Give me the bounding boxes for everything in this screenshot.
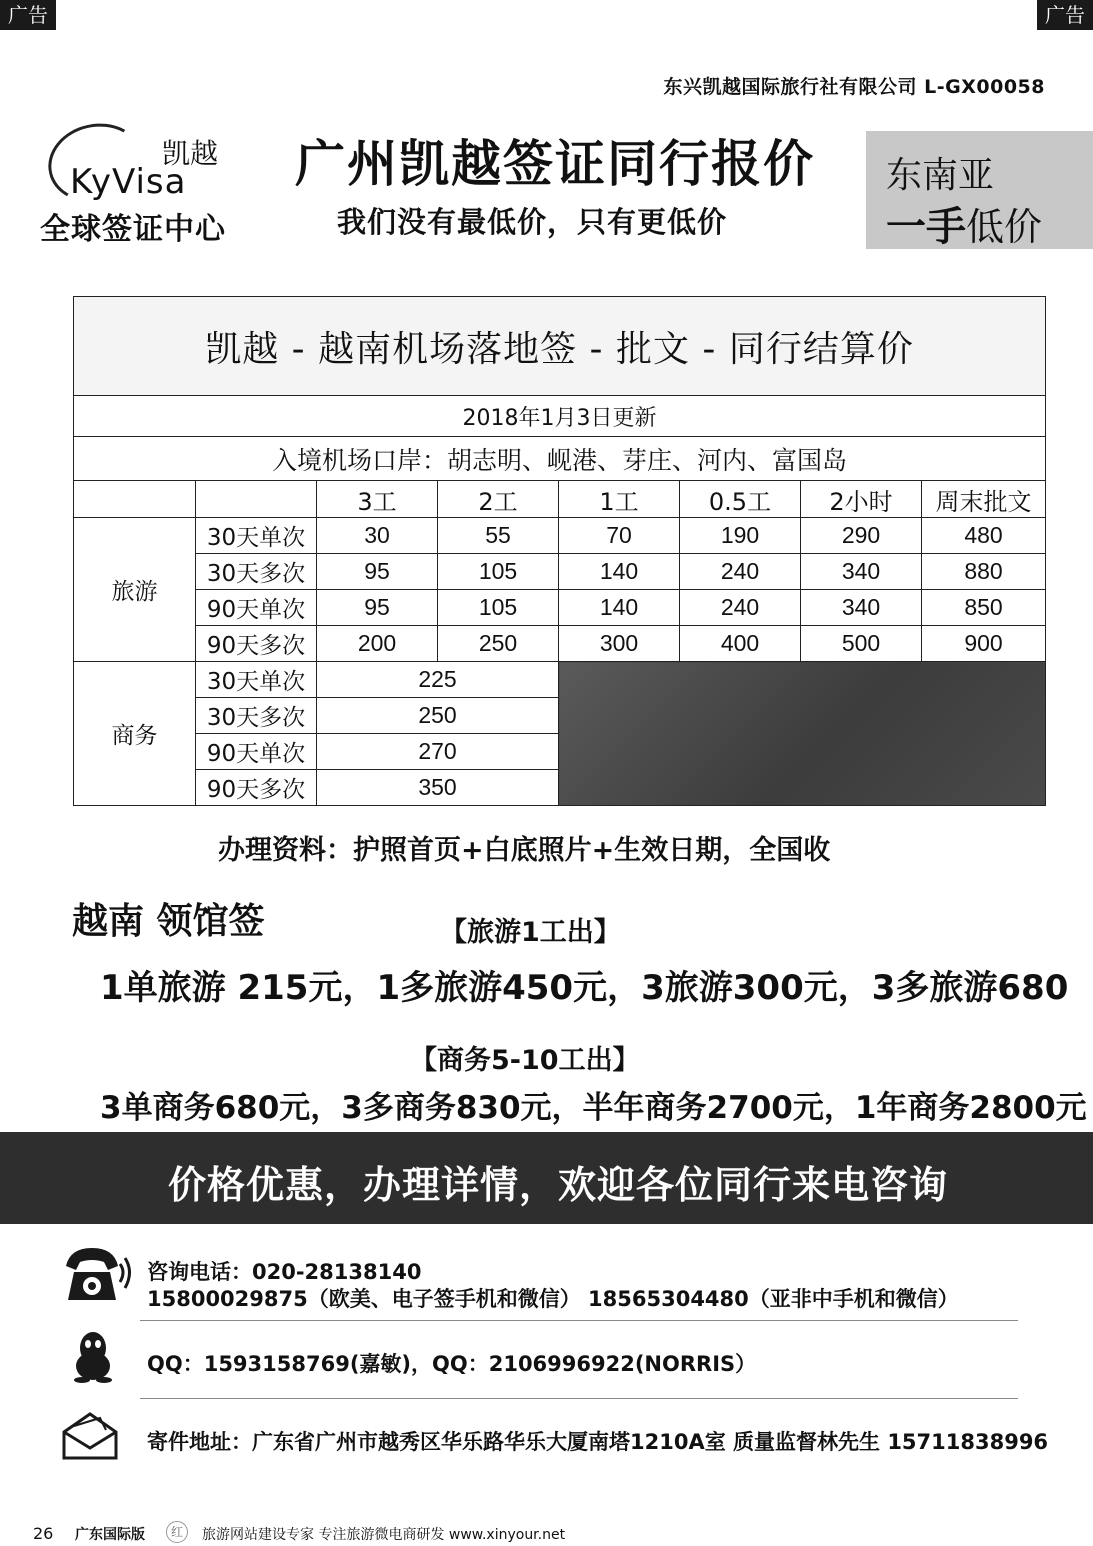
ad-label-left: 广告 [0,0,56,30]
row-label: 90天单次 [196,590,317,626]
page-number: 26 [33,1524,54,1543]
price-cell: 900 [922,626,1046,662]
column-header: 0.5工 [680,481,801,518]
column-header: 周末批文 [922,481,1046,518]
row-label: 90天多次 [196,626,317,662]
consulate-visa-title: 越南 领馆签 [72,901,265,942]
logo-subtitle: 全球签证中心 [40,212,226,247]
price-cell: 850 [922,590,1046,626]
divider [140,1398,1018,1399]
row-label: 30天多次 [196,554,317,590]
edition-seal: 红 [166,1521,188,1543]
kyvisa-logo [40,118,270,247]
price-cell: 250 [438,626,559,662]
price-cell: 290 [801,518,922,554]
price-table [73,296,1046,806]
low-price-bold: 一手 [886,204,966,250]
price-cell: 500 [801,626,922,662]
low-price-rest: 低价 [966,205,1043,249]
column-header: 2小时 [801,481,922,518]
page-title: 广州凯越签证同行报价 [295,135,815,193]
region-box [866,131,1093,249]
price-cell: 105 [438,554,559,590]
row-label: 90天单次 [196,734,317,770]
price-cell: 200 [317,626,438,662]
row-label: 30天多次 [196,698,317,734]
required-materials: 办理资料：护照首页+白底照片+生效日期，全国收 [218,835,831,866]
price-cell: 240 [680,554,801,590]
price-cell: 480 [922,518,1046,554]
row-label: 90天多次 [196,770,317,806]
column-header: 2工 [438,481,559,518]
tourism-tag: 【旅游1工出】 [440,917,621,948]
logo-en-text: KyVisa [70,162,187,202]
mobile-numbers: 15800029875（欧美、电子签手机和微信） 18565304480（亚非中手机和微信） [147,1287,959,1311]
category-tourism: 旅游 [74,518,196,662]
mailing-address: 寄件地址：广东省广州市越秀区华乐路华乐大厦南塔1210A室 质量监督林先生 15711838996 [147,1430,1049,1454]
ad-label-right: 广告 [1037,0,1093,30]
cta-banner [0,1132,1093,1224]
price-cell: 250 [317,698,559,734]
qq-penguin-icon [70,1330,116,1384]
row-label: 30天单次 [196,518,317,554]
price-cell: 70 [559,518,680,554]
cta-banner-text: 价格优惠，办理详情，欢迎各位同行来电咨询 [168,1163,949,1207]
edition-name: 广东国际版 [75,1527,145,1543]
business-tag: 【商务5-10工出】 [410,1045,640,1076]
company-name: 东兴凯越国际旅行社有限公司 L-GX00058 [663,76,1045,98]
low-price-tag [886,195,1042,252]
price-cell: 105 [438,590,559,626]
price-cell: 400 [680,626,801,662]
price-cell: 350 [317,770,559,806]
price-cell: 340 [801,554,922,590]
phone-number: 咨询电话：020-28138140 [147,1260,422,1284]
column-header: 3工 [317,481,438,518]
price-cell: 95 [317,590,438,626]
price-cell: 225 [317,662,559,698]
price-cell: 270 [317,734,559,770]
price-cell: 140 [559,554,680,590]
corner-cell [196,481,317,518]
price-cell: 30 [317,518,438,554]
business-prices: 3单商务680元，3多商务830元，半年商务2700元，1年商务2800元 [100,1090,1087,1126]
mail-envelope-icon [60,1410,122,1462]
price-cell: 300 [559,626,680,662]
price-cell: 190 [680,518,801,554]
logo-cn-text: 凯越 [162,137,219,170]
column-header: 1工 [559,481,680,518]
region-name: 东南亚 [886,155,995,196]
divider [140,1320,1018,1321]
table-heading: 凯越 - 越南机场落地签 - 批文 - 同行结算价 [74,297,1046,396]
footer-text: 旅游网站建设专家 专注旅游微电商研发 www.xinyour.net [202,1527,566,1543]
table-ports: 入境机场口岸：胡志明、岘港、芽庄、河内、富国岛 [74,437,1046,481]
table-updated: 2018年1月3日更新 [74,396,1046,437]
price-cell: 55 [438,518,559,554]
tourism-prices: 1单旅游 215元，1多旅游450元，3旅游300元，3多旅游680 [100,968,1069,1008]
slogan: 我们没有最低价，只有更低价 [337,205,728,239]
price-cell: 880 [922,554,1046,590]
blank-shaded-area [559,662,1046,806]
price-cell: 140 [559,590,680,626]
price-cell: 240 [680,590,801,626]
corner-cell [74,481,196,518]
row-label: 30天单次 [196,662,317,698]
price-cell: 95 [317,554,438,590]
price-cell: 340 [801,590,922,626]
qq-numbers: QQ：1593158769(嘉敏)，QQ：2106996922(NORRIS） [147,1352,757,1376]
category-business: 商务 [74,662,196,806]
phone-icon [60,1242,132,1308]
